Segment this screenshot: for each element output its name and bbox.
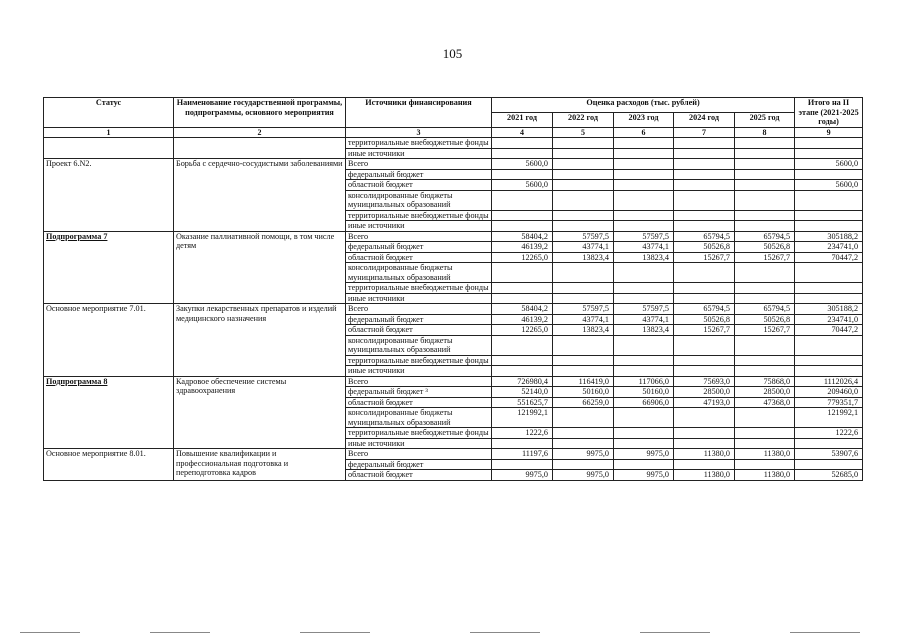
funding-source-cell: иные источники	[346, 148, 492, 159]
amount-cell: 43774,1	[553, 242, 614, 253]
index-cell: 8	[735, 127, 795, 138]
total-cell: 53907,6	[795, 449, 863, 460]
funding-source-cell: консолидированные бюджеты муниципальных образований	[346, 335, 492, 355]
amount-cell: 50526,8	[735, 242, 795, 253]
amount-cell: 47193,0	[674, 397, 735, 408]
budget-table	[43, 97, 863, 481]
amount-cell	[614, 148, 674, 159]
amount-cell: 75868,0	[735, 376, 795, 387]
funding-source-cell: территориальные внебюджетные фонды	[346, 355, 492, 366]
amount-cell	[553, 293, 614, 304]
amount-cell: 47368,0	[735, 397, 795, 408]
amount-cell	[492, 221, 553, 232]
amount-cell	[492, 169, 553, 180]
amount-cell	[614, 335, 674, 355]
status-cell: Проект 6.N2.	[44, 159, 174, 232]
amount-cell	[735, 148, 795, 159]
amount-cell: 9975,0	[614, 470, 674, 481]
funding-source-cell: Всего	[346, 231, 492, 242]
amount-cell: 50160,0	[614, 387, 674, 398]
total-cell	[795, 221, 863, 232]
amount-cell: 1222,6	[492, 428, 553, 439]
program-name-cell: Кадровое обеспечение системы здравоохранения	[174, 376, 346, 449]
amount-cell	[735, 180, 795, 191]
amount-cell: 13823,4	[614, 252, 674, 263]
amount-cell: 50526,8	[674, 242, 735, 253]
status-cell: Подпрограмма 8	[44, 376, 174, 449]
scan-edge-mark	[20, 632, 80, 633]
amount-cell	[614, 169, 674, 180]
amount-cell	[492, 335, 553, 355]
amount-cell	[492, 366, 553, 377]
index-cell: 5	[553, 127, 614, 138]
col-year: 2022 год	[553, 112, 614, 127]
total-cell	[795, 190, 863, 210]
amount-cell: 11380,0	[674, 449, 735, 460]
amount-cell	[614, 438, 674, 449]
amount-cell: 52140,0	[492, 387, 553, 398]
status-cell	[44, 138, 174, 159]
funding-source-cell: территориальные внебюджетные фонды	[346, 428, 492, 439]
amount-cell	[674, 148, 735, 159]
total-cell	[795, 355, 863, 366]
total-cell: 234741,0	[795, 314, 863, 325]
amount-cell	[735, 283, 795, 294]
table-row	[44, 138, 863, 149]
total-cell	[795, 263, 863, 283]
amount-cell	[674, 438, 735, 449]
amount-cell: 43774,1	[614, 314, 674, 325]
amount-cell	[553, 459, 614, 470]
table-row	[44, 159, 863, 170]
table-body	[44, 138, 863, 481]
total-cell	[795, 169, 863, 180]
amount-cell: 5600,0	[492, 180, 553, 191]
amount-cell: 43774,1	[553, 314, 614, 325]
total-cell: 1222,6	[795, 428, 863, 439]
funding-source-cell: территориальные внебюджетные фонды	[346, 138, 492, 149]
amount-cell	[735, 428, 795, 439]
funding-source-cell: Всего	[346, 304, 492, 315]
amount-cell	[674, 366, 735, 377]
amount-cell	[674, 408, 735, 428]
amount-cell: 66259,0	[553, 397, 614, 408]
scan-edge-mark	[470, 632, 540, 633]
amount-cell	[614, 210, 674, 221]
amount-cell	[553, 355, 614, 366]
amount-cell: 13823,4	[553, 252, 614, 263]
amount-cell: 75693,0	[674, 376, 735, 387]
total-cell	[795, 335, 863, 355]
amount-cell	[614, 408, 674, 428]
scan-edge-mark	[150, 632, 210, 633]
amount-cell: 65794,5	[674, 304, 735, 315]
amount-cell	[735, 159, 795, 170]
total-cell: 1112026,4	[795, 376, 863, 387]
total-cell: 70447,2	[795, 325, 863, 336]
amount-cell: 57597,5	[553, 304, 614, 315]
amount-cell	[553, 335, 614, 355]
amount-cell	[674, 335, 735, 355]
funding-source-cell: областной бюджет	[346, 470, 492, 481]
funding-source-cell: иные источники	[346, 221, 492, 232]
amount-cell	[674, 283, 735, 294]
col-total: Итого на II этапе (2021-2025 годы)	[795, 98, 863, 128]
amount-cell	[735, 366, 795, 377]
amount-cell	[492, 438, 553, 449]
funding-source-cell: федеральный бюджет ³	[346, 387, 492, 398]
amount-cell: 57597,5	[553, 231, 614, 242]
table-row	[44, 231, 863, 242]
program-name-cell: Повышение квалификации и профессиональная подготовка и переподготовка кадров	[174, 449, 346, 481]
funding-source-cell: Всего	[346, 159, 492, 170]
amount-cell: 13823,4	[614, 325, 674, 336]
amount-cell	[674, 180, 735, 191]
col-sources: Источники финансирования	[346, 98, 492, 128]
amount-cell	[553, 366, 614, 377]
amount-cell: 9975,0	[492, 470, 553, 481]
amount-cell	[674, 210, 735, 221]
amount-cell	[553, 169, 614, 180]
amount-cell: 28500,0	[674, 387, 735, 398]
amount-cell: 13823,4	[553, 325, 614, 336]
program-name-cell: Оказание паллиативной помощи, в том числе детям	[174, 231, 346, 304]
amount-cell	[735, 408, 795, 428]
index-cell: 1	[44, 127, 174, 138]
funding-source-cell: областной бюджет	[346, 180, 492, 191]
amount-cell: 11197,6	[492, 449, 553, 460]
amount-cell	[614, 190, 674, 210]
index-cell: 2	[174, 127, 346, 138]
funding-source-cell: консолидированные бюджеты муниципальных образований	[346, 263, 492, 283]
amount-cell: 50160,0	[553, 387, 614, 398]
amount-cell: 121992,1	[492, 408, 553, 428]
amount-cell	[674, 190, 735, 210]
amount-cell: 15267,7	[735, 325, 795, 336]
amount-cell	[553, 438, 614, 449]
amount-cell	[492, 148, 553, 159]
funding-source-cell: федеральный бюджет	[346, 169, 492, 180]
amount-cell	[614, 366, 674, 377]
total-cell	[795, 148, 863, 159]
amount-cell: 551625,7	[492, 397, 553, 408]
amount-cell: 43774,1	[614, 242, 674, 253]
total-cell	[795, 366, 863, 377]
funding-source-cell: консолидированные бюджеты муниципальных образований	[346, 408, 492, 428]
amount-cell: 15267,7	[674, 252, 735, 263]
col-status: Статус	[44, 98, 174, 128]
amount-cell: 50526,8	[735, 314, 795, 325]
amount-cell	[674, 221, 735, 232]
total-cell: 234741,0	[795, 242, 863, 253]
funding-source-cell: федеральный бюджет	[346, 314, 492, 325]
amount-cell	[553, 138, 614, 149]
amount-cell	[674, 169, 735, 180]
amount-cell: 57597,5	[614, 304, 674, 315]
amount-cell	[735, 335, 795, 355]
header-row-1	[44, 98, 863, 113]
funding-source-cell: иные источники	[346, 438, 492, 449]
total-cell	[795, 438, 863, 449]
amount-cell	[614, 428, 674, 439]
amount-cell: 726980,4	[492, 376, 553, 387]
amount-cell	[735, 138, 795, 149]
amount-cell: 5600,0	[492, 159, 553, 170]
amount-cell: 12265,0	[492, 325, 553, 336]
scan-edge-mark	[300, 632, 370, 633]
amount-cell	[735, 459, 795, 470]
program-name-cell: Борьба с сердечно-сосудистыми заболеваниями	[174, 159, 346, 232]
funding-source-cell: Всего	[346, 376, 492, 387]
amount-cell	[553, 263, 614, 283]
total-cell	[795, 293, 863, 304]
table-row	[44, 449, 863, 460]
funding-source-cell: территориальные внебюджетные фонды	[346, 283, 492, 294]
amount-cell	[735, 263, 795, 283]
amount-cell	[553, 159, 614, 170]
amount-cell	[614, 263, 674, 283]
amount-cell: 65794,5	[735, 304, 795, 315]
amount-cell	[492, 283, 553, 294]
table-row	[44, 376, 863, 387]
program-name-cell	[174, 138, 346, 159]
amount-cell: 65794,5	[735, 231, 795, 242]
funding-source-cell: иные источники	[346, 366, 492, 377]
total-cell: 5600,0	[795, 180, 863, 191]
amount-cell	[553, 180, 614, 191]
amount-cell	[492, 138, 553, 149]
amount-cell	[614, 459, 674, 470]
amount-cell	[614, 355, 674, 366]
amount-cell: 11380,0	[674, 470, 735, 481]
amount-cell	[614, 221, 674, 232]
index-cell: 4	[492, 127, 553, 138]
total-cell: 5600,0	[795, 159, 863, 170]
program-name-cell: Закупки лекарственных препаратов и изделий медицинского назначения	[174, 304, 346, 377]
amount-cell	[674, 355, 735, 366]
amount-cell	[674, 263, 735, 283]
total-cell: 305188,2	[795, 231, 863, 242]
total-cell: 121992,1	[795, 408, 863, 428]
amount-cell	[735, 210, 795, 221]
index-cell: 9	[795, 127, 863, 138]
total-cell: 52685,0	[795, 470, 863, 481]
amount-cell: 116419,0	[553, 376, 614, 387]
total-cell	[795, 459, 863, 470]
amount-cell	[735, 169, 795, 180]
total-cell: 779351,7	[795, 397, 863, 408]
col-year: 2024 год	[674, 112, 735, 127]
amount-cell	[553, 190, 614, 210]
amount-cell	[553, 221, 614, 232]
amount-cell	[492, 263, 553, 283]
funding-source-cell: областной бюджет	[346, 325, 492, 336]
total-cell	[795, 283, 863, 294]
page-number: 105	[442, 46, 463, 61]
amount-cell: 57597,5	[614, 231, 674, 242]
amount-cell	[492, 210, 553, 221]
amount-cell: 65794,5	[674, 231, 735, 242]
amount-cell	[492, 459, 553, 470]
amount-cell: 58404,2	[492, 304, 553, 315]
amount-cell: 66906,0	[614, 397, 674, 408]
index-cell: 6	[614, 127, 674, 138]
amount-cell	[492, 293, 553, 304]
col-estimate: Оценка расходов (тыс. рублей)	[492, 98, 795, 113]
amount-cell: 9975,0	[553, 449, 614, 460]
total-cell: 209460,0	[795, 387, 863, 398]
amount-cell	[674, 428, 735, 439]
total-cell: 305188,2	[795, 304, 863, 315]
amount-cell: 9975,0	[614, 449, 674, 460]
col-name: Наименование государственной программы, подпрограммы, основного мероприятия	[174, 98, 346, 128]
funding-source-cell: федеральный бюджет	[346, 459, 492, 470]
amount-cell	[553, 283, 614, 294]
funding-source-cell: иные источники	[346, 293, 492, 304]
amount-cell: 15267,7	[735, 252, 795, 263]
amount-cell: 117066,0	[614, 376, 674, 387]
amount-cell	[735, 221, 795, 232]
amount-cell: 46139,2	[492, 242, 553, 253]
amount-cell: 46139,2	[492, 314, 553, 325]
funding-source-cell: областной бюджет	[346, 397, 492, 408]
col-year: 2025 год	[735, 112, 795, 127]
amount-cell: 28500,0	[735, 387, 795, 398]
amount-cell	[614, 138, 674, 149]
amount-cell	[674, 293, 735, 304]
amount-cell	[674, 159, 735, 170]
funding-source-cell: областной бюджет	[346, 252, 492, 263]
amount-cell	[553, 210, 614, 221]
index-cell: 3	[346, 127, 492, 138]
amount-cell: 58404,2	[492, 231, 553, 242]
amount-cell	[553, 428, 614, 439]
amount-cell	[735, 190, 795, 210]
funding-source-cell: территориальные внебюджетные фонды	[346, 210, 492, 221]
status-cell: Основное мероприятие 8.01.	[44, 449, 174, 481]
total-cell	[795, 210, 863, 221]
amount-cell	[614, 180, 674, 191]
amount-cell	[553, 408, 614, 428]
amount-cell	[614, 293, 674, 304]
amount-cell	[674, 459, 735, 470]
scan-edge-mark	[640, 632, 710, 633]
status-cell: Подпрограмма 7	[44, 231, 174, 304]
funding-source-cell: консолидированные бюджеты муниципальных образований	[346, 190, 492, 210]
amount-cell: 50526,8	[674, 314, 735, 325]
amount-cell: 9975,0	[553, 470, 614, 481]
scan-edge-mark	[790, 632, 860, 633]
amount-cell	[735, 355, 795, 366]
header-index-row	[44, 127, 863, 138]
amount-cell: 12265,0	[492, 252, 553, 263]
amount-cell	[492, 355, 553, 366]
total-cell	[795, 138, 863, 149]
col-year: 2021 год	[492, 112, 553, 127]
amount-cell	[614, 283, 674, 294]
amount-cell: 15267,7	[674, 325, 735, 336]
amount-cell	[492, 190, 553, 210]
amount-cell	[553, 148, 614, 159]
col-year: 2023 год	[614, 112, 674, 127]
amount-cell: 11380,0	[735, 449, 795, 460]
funding-source-cell: федеральный бюджет	[346, 242, 492, 253]
amount-cell	[735, 293, 795, 304]
index-cell: 7	[674, 127, 735, 138]
amount-cell	[614, 159, 674, 170]
amount-cell	[674, 138, 735, 149]
total-cell: 70447,2	[795, 252, 863, 263]
table-row	[44, 304, 863, 315]
amount-cell: 11380,0	[735, 470, 795, 481]
status-cell: Основное мероприятие 7.01.	[44, 304, 174, 377]
funding-source-cell: Всего	[346, 449, 492, 460]
amount-cell	[735, 438, 795, 449]
